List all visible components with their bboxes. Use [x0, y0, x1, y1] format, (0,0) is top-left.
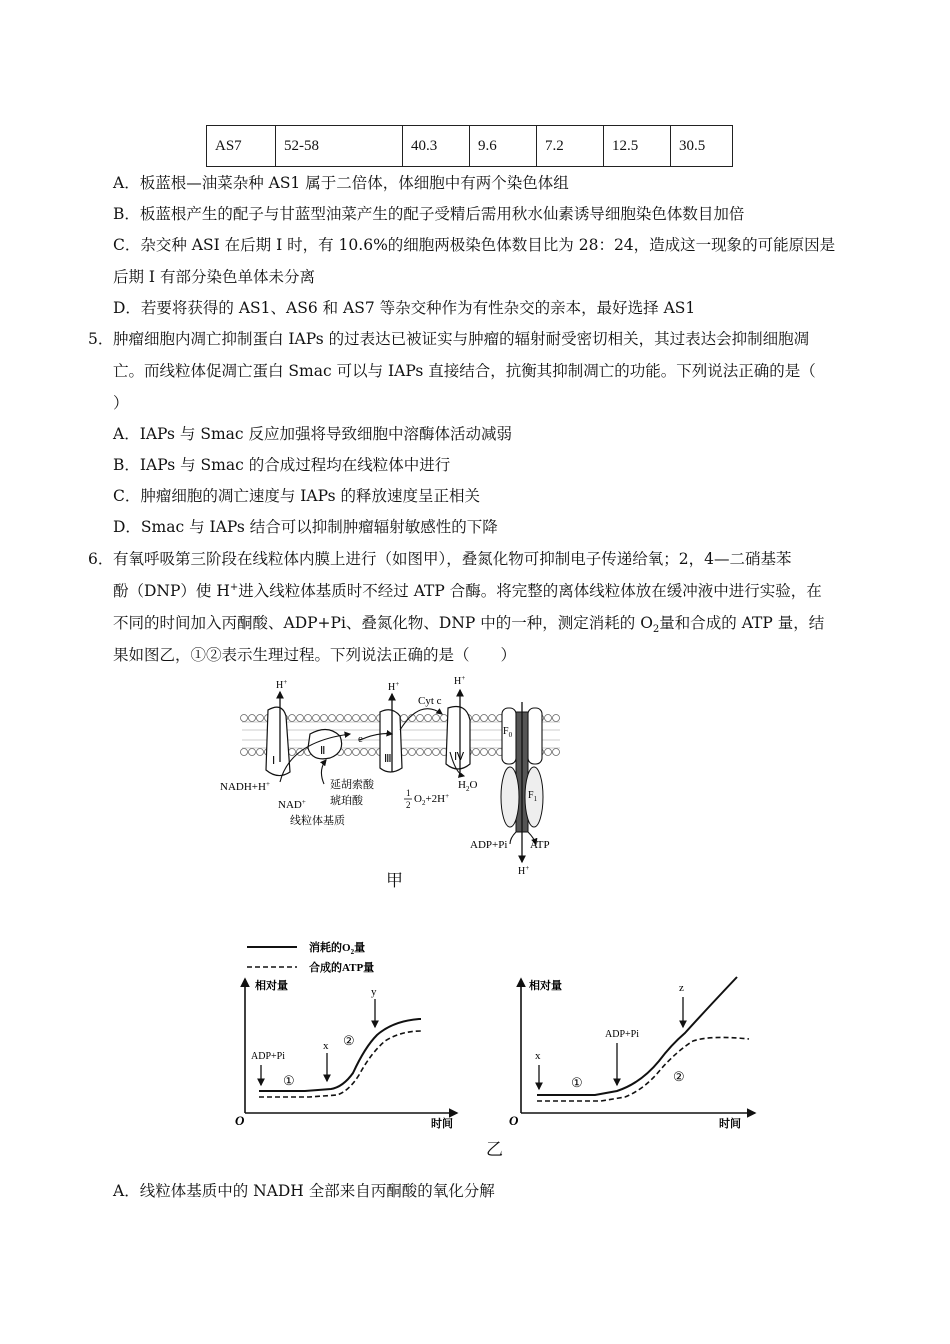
q5-stem-line1: 肿瘤细胞内凋亡抑制蛋白 IAPs 的过表达已被证实与肿瘤的辐射耐受密切相关，其过表达会抑制细胞凋 — [113, 330, 810, 348]
lipid-head — [369, 749, 376, 756]
left-y-label: y — [371, 986, 377, 998]
lipid-head — [545, 749, 552, 756]
label-complex-3: Ⅲ — [384, 753, 392, 765]
lipid-head — [321, 715, 328, 722]
q4-option-d: D．若要将获得的 AS1、AS6 和 AS7 等杂交种作为有性杂交的亲本，最好选择 AS1 — [113, 299, 696, 317]
lipid-head — [489, 715, 496, 722]
lipid-head — [249, 749, 256, 756]
q5-option-d: D．Smac 与 IAPs 结合可以抑制肿瘤辐射敏感性的下降 — [113, 518, 498, 536]
right-z-label: z — [679, 982, 684, 994]
lipid-head — [369, 715, 376, 722]
lipid-head — [553, 715, 560, 722]
q5-stem-line3: ） — [113, 394, 129, 412]
lipid-head — [425, 715, 432, 722]
lipid-head — [433, 749, 440, 756]
lipid-head — [425, 749, 432, 756]
lipid-head — [473, 749, 480, 756]
label-electron: e — [358, 733, 363, 745]
table-row — [207, 126, 733, 167]
lipid-head — [553, 749, 560, 756]
table-cell: 30.5 — [671, 126, 733, 167]
lipid-head — [257, 749, 264, 756]
label-nadh: NADH+H+ — [220, 780, 270, 793]
label-h-plus-bottom: H+ — [518, 864, 530, 877]
lipid-head — [473, 715, 480, 722]
label-succinate: 琥珀酸 — [330, 795, 363, 807]
lipid-head — [345, 749, 352, 756]
table-cell: AS7 — [207, 126, 276, 167]
f1-head-left — [501, 767, 519, 827]
lipid-head — [289, 749, 296, 756]
q5-number: 5． — [88, 330, 114, 348]
label-complex-4: Ⅳ — [454, 751, 465, 763]
complex-1-shape — [266, 707, 290, 775]
label-fumarate: 延胡索酸 — [330, 779, 374, 791]
right-process-2: ② — [673, 1069, 685, 1084]
lipid-head — [337, 715, 344, 722]
lipid-head — [313, 715, 320, 722]
legend-atp: 合成的ATP量 — [309, 962, 375, 974]
lipid-head — [289, 715, 296, 722]
lipid-head — [433, 715, 440, 722]
q6-stem-line1: 有氧呼吸第三阶段在线粒体内膜上进行（如图甲），叠氮化物可抑制电子传递给氧；2，4—二硝基苯 — [113, 550, 792, 568]
left-adp-label: ADP+Pi — [251, 1051, 285, 1062]
q4-option-c-line2: 后期 I 有部分染色单体未分离 — [113, 268, 315, 286]
right-adp-label: ADP+Pi — [605, 1029, 639, 1040]
lipid-head — [545, 715, 552, 722]
right-atp-curve — [537, 1037, 749, 1101]
right-process-1: ① — [571, 1075, 583, 1090]
data-table — [206, 125, 733, 167]
right-xlabel: 时间 — [719, 1118, 741, 1130]
q6-stem-line4: 果如图乙，①②表示生理过程。下列说法正确的是（ ） — [113, 646, 517, 664]
label-f0: $F_0$ — [503, 726, 513, 739]
q5-stem-line2: 亡。而线粒体促凋亡蛋白 Smac 可以与 IAPs 直接结合，抗衡其抑制凋亡的功能。下列说法正确的是（ — [113, 362, 816, 380]
left-process-2: ② — [343, 1033, 355, 1048]
table-cell: 52-58 — [276, 126, 403, 167]
lipid-head — [417, 749, 424, 756]
label-atp: ATP — [530, 839, 550, 851]
figure-jia-membrane-diagram — [220, 672, 580, 882]
lipid-head — [257, 715, 264, 722]
q4-option-b: B．板蓝根产生的配子与甘蓝型油菜产生的配子受精后需用秋水仙素诱导细胞染色体数目加倍 — [113, 205, 745, 223]
q5-option-b: B．IAPs 与 Smac 的合成过程均在线粒体中进行 — [113, 456, 451, 474]
label-matrix: 线粒体基质 — [290, 815, 345, 827]
label-complex-2: Ⅱ — [320, 745, 326, 757]
q6-number: 6． — [88, 550, 114, 568]
table-cell: 7.2 — [537, 126, 604, 167]
left-x-label: x — [323, 1040, 329, 1052]
label-complex-1: Ⅰ — [272, 755, 276, 767]
right-x-label: x — [535, 1050, 541, 1062]
right-origin: O — [509, 1113, 519, 1128]
q6-stem-line3: 不同的时间加入丙酮酸、ADP+Pi、叠氮化物、DNP 中的一种，测定消耗的 $O_2$量和合成的 ATP 量，结 — [113, 614, 825, 636]
table-cell: 9.6 — [470, 126, 537, 167]
q6-stem-line2: 酚（DNP）使 H+进入线粒体基质时不经过 ATP 合酶。将完整的离体线粒体放在缓冲液中进行实验，在 — [113, 581, 822, 600]
figure-yi-graphs — [225, 935, 765, 1135]
label-h-plus-1: H+ — [276, 678, 288, 691]
lipid-head — [345, 715, 352, 722]
table-cell: 40.3 — [403, 126, 470, 167]
lipid-head — [329, 715, 336, 722]
left-xlabel: 时间 — [431, 1118, 453, 1130]
lipid-head — [305, 715, 312, 722]
q5-option-c: C．肿瘤细胞的凋亡速度与 IAPs 的释放速度呈正相关 — [113, 487, 480, 505]
lipid-head — [481, 749, 488, 756]
label-half-den: 2 — [406, 800, 411, 810]
label-h-plus-2: H+ — [388, 680, 400, 693]
label-half-num: 1 — [406, 788, 411, 798]
lipid-head — [409, 749, 416, 756]
lipid-head — [489, 749, 496, 756]
q6-option-a: A．线粒体基质中的 NADH 全部来自丙酮酸的氧化分解 — [113, 1182, 495, 1200]
label-nad: NAD+ — [278, 798, 306, 811]
table-cell: 12.5 — [604, 126, 671, 167]
label-h2o: $H_2O$ — [458, 779, 478, 793]
figure-yi-caption: 乙 — [486, 1140, 503, 1160]
left-ylabel: 相对量 — [255, 980, 288, 992]
lipid-head — [353, 715, 360, 722]
q4-option-a: A．板蓝根—油菜杂种 AS1 属于二倍体，体细胞中有两个染色体组 — [113, 174, 569, 192]
f0-right — [528, 708, 542, 764]
q4-option-c-line1: C．杂交种 ASI 在后期 I 时，有 10.6%的细胞两极染色体数目比为 28：24，造成这一现象的可能原因是 — [113, 236, 836, 254]
label-adp-pi: ADP+Pi — [470, 839, 508, 851]
lipid-head — [361, 749, 368, 756]
left-origin: O — [235, 1113, 245, 1128]
lipid-head — [241, 749, 248, 756]
right-ylabel: 相对量 — [529, 980, 562, 992]
lipid-head — [249, 715, 256, 722]
label-cytc: Cyt c — [418, 695, 442, 707]
lipid-head — [297, 715, 304, 722]
lipid-head — [361, 715, 368, 722]
left-process-1: ① — [283, 1073, 295, 1088]
lipid-head — [241, 715, 248, 722]
label-f1: $F_1$ — [528, 790, 538, 803]
lipid-head — [353, 749, 360, 756]
legend-o2: 消耗的$O_2$量 — [309, 942, 366, 956]
q5-option-a: A．IAPs 与 Smac 反应加强将导致细胞中溶酶体活动减弱 — [113, 425, 512, 443]
lipid-head — [417, 715, 424, 722]
label-h-plus-3: H+ — [454, 674, 466, 687]
lipid-head — [481, 715, 488, 722]
figure-jia-caption: 甲 — [386, 871, 403, 891]
lipid-head — [441, 715, 448, 722]
label-o2-plus-2h: $O_2+2H^+$ — [414, 792, 450, 807]
